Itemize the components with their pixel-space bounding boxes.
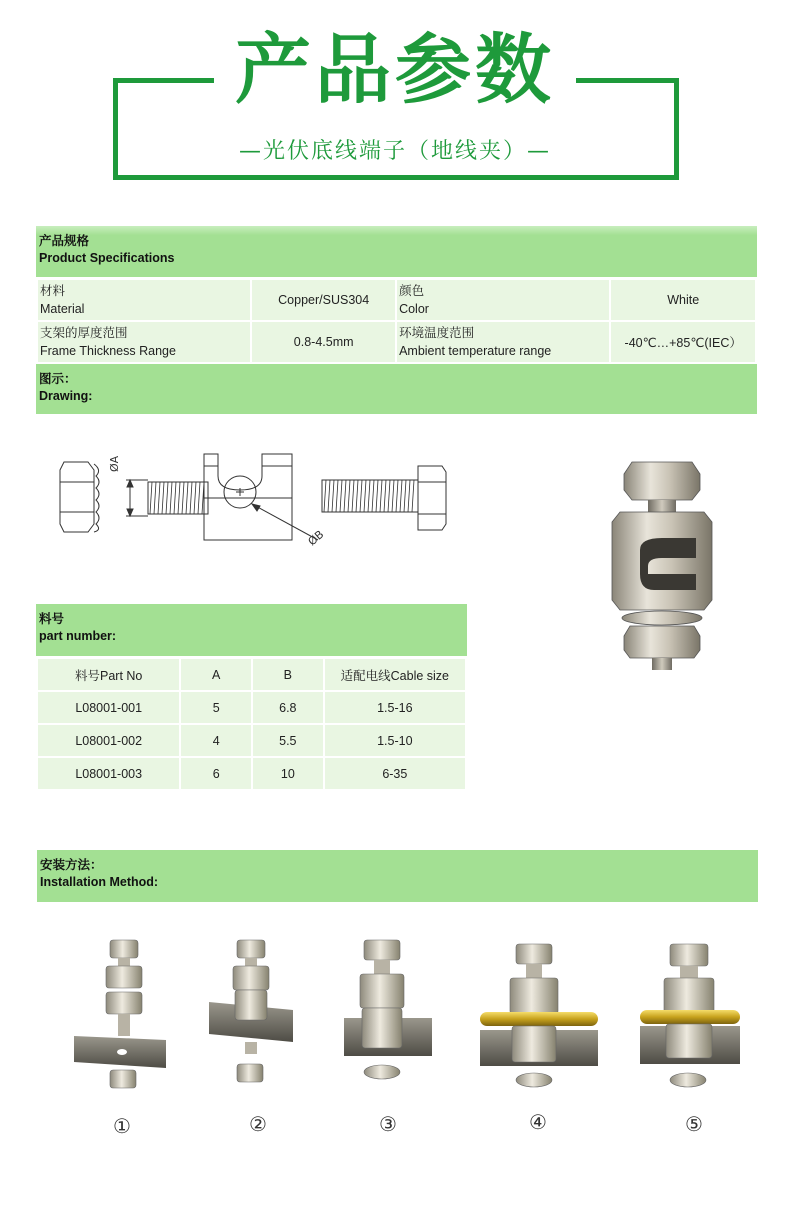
- spec-label-zh: 材料: [40, 284, 66, 298]
- step-number-1: ①: [113, 1114, 131, 1138]
- spec-label: [37, 321, 251, 363]
- part-section-header: [36, 604, 467, 656]
- step-number-5: ⑤: [685, 1112, 703, 1136]
- part-number-table: [36, 657, 467, 791]
- spec-label-zh: 颜色: [399, 284, 425, 298]
- column-header: A: [180, 658, 252, 691]
- install-title-zh: 安装方法：: [40, 858, 103, 872]
- part-title-zh: 料号: [39, 612, 65, 626]
- install-section-header: [37, 850, 758, 902]
- drawing-section-header: [36, 364, 757, 414]
- table-row: [37, 757, 466, 790]
- table-row: [37, 321, 756, 363]
- part-title-en: part number:: [39, 629, 117, 643]
- table-cell: 6-35: [324, 757, 466, 790]
- table-cell: 6: [180, 757, 252, 790]
- spec-label-en: Frame Thickness Range: [40, 344, 176, 358]
- table-cell: 1.5-10: [324, 724, 466, 757]
- spec-value: Copper/SUS304: [251, 279, 396, 321]
- page-title: 产品参数: [235, 25, 555, 114]
- spec-section-header: [36, 226, 757, 277]
- step-number-2: ②: [249, 1112, 267, 1136]
- table-row: [37, 724, 466, 757]
- spec-title-en: Product Specifications: [39, 251, 175, 265]
- drawing-title-zh: 图示：: [39, 372, 77, 386]
- table-row: [37, 691, 466, 724]
- table-header-row: [37, 658, 466, 691]
- step-number-3: ③: [379, 1112, 397, 1136]
- spec-label-en: Color: [399, 302, 429, 316]
- table-cell: L08001-001: [37, 691, 180, 724]
- step-4-illustration: [480, 944, 598, 1087]
- column-header: 料号Part No: [37, 658, 180, 691]
- spec-value: 0.8-4.5mm: [251, 321, 396, 363]
- table-cell: 6.8: [252, 691, 324, 724]
- table-row: [37, 279, 756, 321]
- step-5-illustration: [640, 944, 740, 1087]
- spec-label-en: Ambient temperature range: [399, 344, 552, 358]
- table-cell: 5: [180, 691, 252, 724]
- page-subtitle: —光伏底线端子（地线夹）—: [238, 139, 551, 164]
- spec-table: [36, 278, 757, 364]
- spec-label-zh: 环境温度范围: [399, 326, 475, 340]
- table-cell: 10: [252, 757, 324, 790]
- table-cell: 5.5: [252, 724, 324, 757]
- spec-value: -40℃…+85℃(IEC）: [610, 321, 756, 363]
- column-header: B: [252, 658, 324, 691]
- product-photo: [600, 450, 730, 680]
- installation-steps-illustration: [60, 930, 750, 1100]
- install-title-en: Installation Method:: [40, 875, 159, 889]
- step-2-illustration: [209, 940, 293, 1082]
- spec-label-en: Material: [40, 302, 85, 316]
- step-1-illustration: [74, 940, 166, 1088]
- spec-label-zh: 支架的厚度范围: [40, 326, 128, 340]
- table-cell: 4: [180, 724, 252, 757]
- spec-label: [396, 321, 610, 363]
- spec-label: [396, 279, 610, 321]
- dimension-a-label: ØA: [108, 455, 121, 472]
- spec-title-zh: 产品规格: [39, 234, 90, 248]
- dimension-b-label: ØB: [305, 527, 327, 549]
- technical-drawing: [50, 440, 460, 560]
- spec-label: [37, 279, 251, 321]
- table-cell: 1.5-16: [324, 691, 466, 724]
- step-3-illustration: [344, 940, 432, 1079]
- table-cell: L08001-002: [37, 724, 180, 757]
- drawing-title-en: Drawing:: [39, 389, 93, 403]
- step-number-4: ④: [529, 1110, 547, 1134]
- spec-value: White: [610, 279, 756, 321]
- table-cell: L08001-003: [37, 757, 180, 790]
- column-header: 适配电线Cable size: [324, 658, 466, 691]
